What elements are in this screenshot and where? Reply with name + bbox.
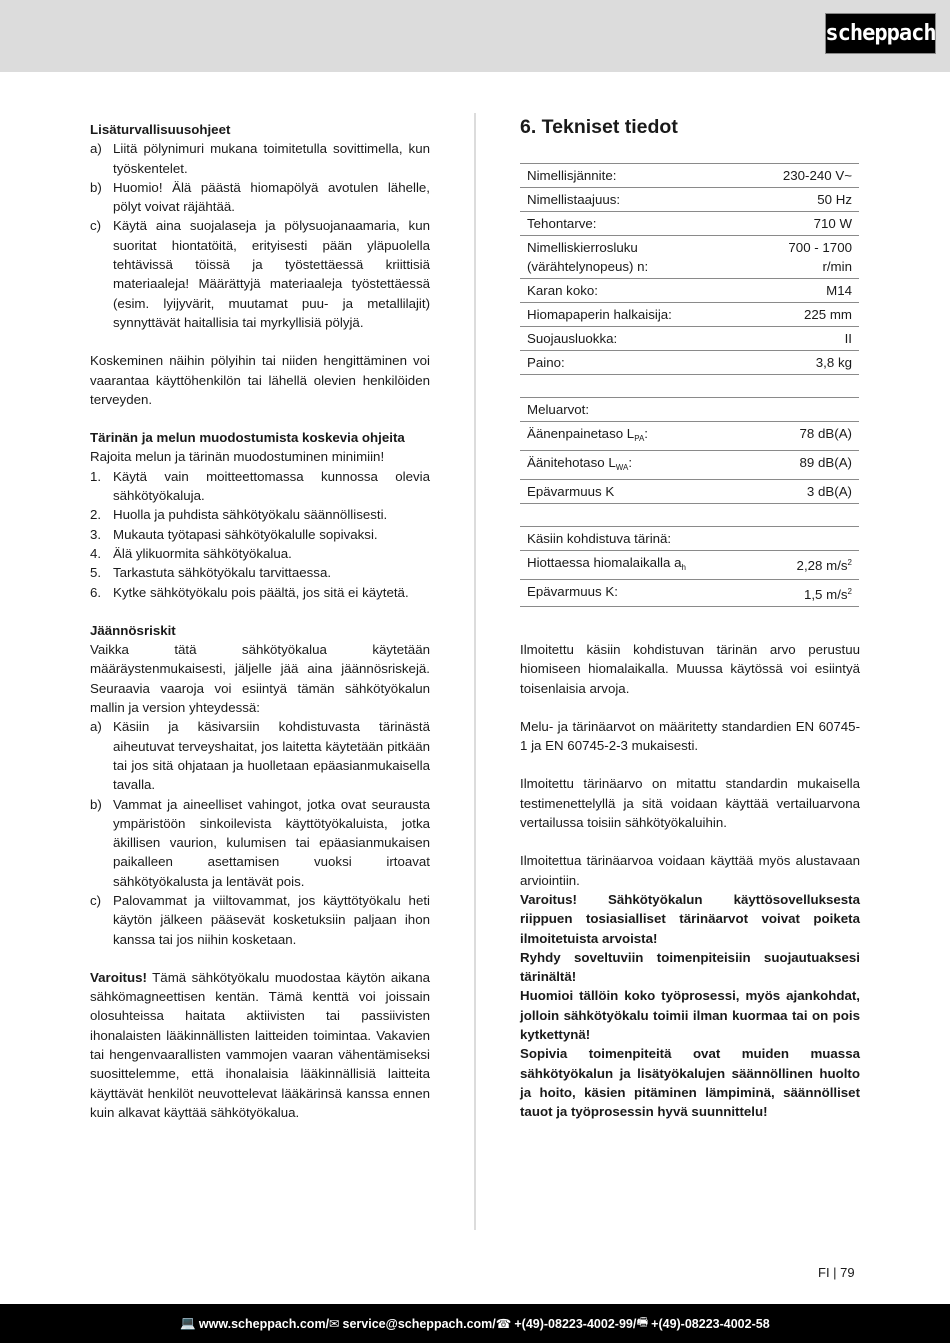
list-text: Huomio! Älä päästä hiomapölyä avotulen lähelle, pölyt voivat räjähtää. bbox=[113, 179, 430, 215]
list-text: Palovammat ja viiltovammat, jos käyttötyökalu heti käytön jälkeen pääsevät kosketuksiin paljaan ihon kanssa tai jos niihin kosketaan. bbox=[113, 892, 430, 947]
list-text: Tarkastuta sähkötyökalu tarvittaessa. bbox=[113, 565, 332, 581]
list-text: Vammat ja aineelliset vahingot, jotka ovat seurausta ympäristöön sinkoilevista käyttötyökaluista, jotka äkillisen vaurion, kulumisen tai epäasianmukaisen paikalleen asettamisen vuoksi irtoavat sähkötyökalusta ja lentävät pois. bbox=[113, 796, 430, 889]
spec-value: 700 - 1700 r/min bbox=[749, 236, 859, 279]
vibration-value: 1,5 $m/s^2$ bbox=[762, 580, 859, 607]
list-item bbox=[90, 891, 430, 949]
vibration-label: Hiottaessa hiomalaikalla $a_h$ bbox=[520, 551, 762, 580]
risk-list bbox=[90, 717, 430, 949]
list-marker: c) bbox=[90, 218, 102, 234]
table-row bbox=[520, 451, 859, 480]
spec-value: 50 Hz bbox=[749, 188, 859, 212]
list-item bbox=[90, 795, 430, 891]
vibration-warning-block bbox=[520, 890, 860, 1122]
noise-label: Äänitehotaso $L_{WA}$: bbox=[520, 451, 747, 480]
safety-list bbox=[90, 139, 430, 332]
website-link[interactable]: www.scheppach.com bbox=[198, 1316, 326, 1331]
vibration-label: Epävarmuus K: bbox=[520, 580, 762, 607]
list-marker: a) bbox=[90, 141, 102, 157]
spec-label: Karan koko: bbox=[520, 279, 749, 303]
table-row bbox=[520, 188, 859, 212]
warning-text: Tämä sähkötyökalu muodostaa käytön aikana sähkömagneettisen kentän. Tämä kenttä voi joissain olosuhteissa haitata aktiivisten tai passiivisten ihonalaisten lääkinnällisten laitteiden toimintaa. Vakavien tai hengenvaarallisten vammojen vaaran vähentämiseksi suosittelemme, että ihonalaisia lääkinnällisiä laitteita käyttävät henkilöt neuvottelevat lääkärinsä kanssa ennen kuin alkavat käyttää sähkötyökalua. bbox=[90, 969, 430, 1120]
scheppach-logo: scheppach bbox=[825, 13, 936, 54]
vibration-value: 2,28 $m/s^2$ bbox=[762, 551, 859, 580]
phone-number: +(49)-08223-4002-99 bbox=[514, 1316, 633, 1331]
spec-label: Suojausluokka: bbox=[520, 327, 749, 351]
section-heading: Tärinän ja melun muodostumista koskevia ohjeita bbox=[90, 430, 405, 446]
list-marker: 6. bbox=[90, 584, 102, 600]
spec-value: 710 W bbox=[749, 212, 859, 236]
list-item bbox=[90, 178, 430, 217]
spec-label: Nimelliskierrosluku (värähtelynopeus) n: bbox=[520, 236, 749, 279]
spec-value: 230-240 V~ bbox=[749, 164, 859, 188]
vibration-table bbox=[520, 526, 859, 607]
table-row bbox=[520, 236, 859, 279]
table-header-row bbox=[520, 527, 859, 551]
list-text: Mukauta työtapasi sähkötyökalulle sopivaksi. bbox=[113, 526, 378, 542]
list-marker: b) bbox=[90, 179, 102, 195]
spec-value: 3,8 kg bbox=[749, 351, 859, 375]
list-text: Käsiin ja käsivarsiin kohdistuvasta tärinästä aiheutuvat terveyshaitat, jos laitetta käytetään pitkään tai jos sitä ohjataan ja huolletaan epäasianmukaisella tavalla. bbox=[113, 719, 430, 793]
list-marker: a) bbox=[90, 719, 102, 735]
column-divider bbox=[474, 113, 476, 1230]
footer-bar: 💻 www.scheppach.com / ✉ service@scheppach.com / ☎ +(49)-08223-4002-99 / 🖷 +(49)-08223-4002-58 bbox=[0, 1304, 950, 1343]
left-column bbox=[90, 120, 430, 1122]
specs-table bbox=[520, 163, 859, 375]
paragraph: Koskeminen näihin pölyihin tai niiden hengittäminen voi vaarantaa käyttöhenkilön tai lähellä olevien henkilöiden terveyden. bbox=[90, 353, 430, 407]
warning-label: Varoitus! bbox=[90, 969, 147, 985]
noise-value: 89 dB(A) bbox=[747, 451, 859, 480]
spec-label: Nimellisjännite: bbox=[520, 164, 749, 188]
list-item bbox=[90, 717, 430, 794]
numbered-list bbox=[90, 467, 430, 602]
list-marker: c) bbox=[90, 892, 102, 908]
list-item bbox=[90, 563, 430, 582]
table-header-row bbox=[520, 398, 859, 422]
list-item bbox=[90, 467, 430, 506]
table-row bbox=[520, 480, 859, 504]
list-item bbox=[90, 505, 430, 524]
bold-paragraph: Sopivia toimenpiteitä ovat muiden muassa sähkötyökalun ja lisätyökalujen säännöllinen huolto ja hoito, käsien pitäminen lämpiminä, säännölliset tauot ja työprosessin hyvä suunnittelu! bbox=[520, 1046, 860, 1120]
paragraph: Ilmoitettu tärinäarvo on mitattu standardin mukaisella testimenettelyllä ja sitä voidaan käyttää vertailuarvona vertailussa toisiin sähkötyökaluihin. bbox=[520, 776, 860, 831]
computer-icon: 💻 bbox=[180, 1316, 196, 1330]
warning-paragraph bbox=[90, 968, 430, 1122]
noise-table bbox=[520, 397, 859, 504]
list-text: Käytä aina suojalaseja ja pölysuojanaamaria, kun suoritat hiontatöitä, erityisesti pään yläpuolella tehtävissä töissä ja työstettäessä kriittisiä materiaaleja! Määrättyjä materiaaleja työstettäessä (esim. lyijyvärit, muutamat puu- ja metallilajit) synnyttävät haitallisia tai myrkyllisiä pölyjä. bbox=[113, 218, 430, 330]
email-link[interactable]: service@scheppach.com bbox=[342, 1316, 493, 1331]
bold-paragraph: Ryhdy soveltuviin toimenpiteisiin suojautuaksesi tärinältä! bbox=[520, 949, 860, 985]
paragraph: Ilmoitettua tärinäarvoa voidaan käyttää myös alustavaan arviointiin. bbox=[520, 853, 860, 888]
list-marker: 3. bbox=[90, 526, 102, 542]
vibration-header: Käsiin kohdistuva tärinä: bbox=[520, 527, 859, 551]
list-item bbox=[90, 544, 430, 563]
bold-paragraph: Huomioi tällöin koko työprosessi, myös ajankohdat, jolloin sähkötyökalu toimii ilman kuormaa tai on pois kytkettynä! bbox=[520, 988, 860, 1043]
spec-value: 225 mm bbox=[749, 303, 859, 327]
table-row bbox=[520, 422, 859, 451]
list-marker: 2. bbox=[90, 507, 102, 523]
page-number: FI | 79 bbox=[818, 1265, 855, 1280]
list-marker: 4. bbox=[90, 545, 102, 561]
list-item bbox=[90, 583, 430, 602]
spec-value: II bbox=[749, 327, 859, 351]
noise-header: Meluarvot: bbox=[520, 398, 859, 422]
table-row bbox=[520, 327, 859, 351]
list-text: Käytä vain moitteettomassa kunnossa olevia sähkötyökaluja. bbox=[113, 468, 430, 504]
list-text: Kytke sähkötyökalu pois päältä, jos sitä ei käytetä. bbox=[113, 584, 409, 600]
table-row bbox=[520, 551, 859, 580]
list-item bbox=[90, 139, 430, 178]
right-column bbox=[520, 113, 860, 1122]
spec-value: M14 bbox=[749, 279, 859, 303]
table-row bbox=[520, 279, 859, 303]
spec-label: Nimellistaajuus: bbox=[520, 188, 749, 212]
table-row bbox=[520, 351, 859, 375]
header-bar bbox=[0, 0, 950, 72]
noise-value: 3 dB(A) bbox=[747, 480, 859, 504]
section-heading: Lisäturvallisuusohjeet bbox=[90, 122, 231, 137]
table-row bbox=[520, 212, 859, 236]
table-row bbox=[520, 580, 859, 607]
table-row bbox=[520, 303, 859, 327]
mail-icon: ✉ bbox=[329, 1317, 340, 1331]
fax-icon: 🖷 bbox=[636, 1315, 649, 1329]
list-item bbox=[90, 216, 430, 332]
noise-label: Äänenpainetaso $L_{PA}$: bbox=[520, 422, 747, 451]
paragraph: Melu- ja tärinäarvot on määritetty standardien EN 60745-1 ja EN 60745-2-3 mukaisesti. bbox=[520, 718, 860, 754]
list-marker: 1. bbox=[90, 468, 102, 484]
section-heading: Jäännösriskit bbox=[90, 622, 176, 638]
paragraph: Ilmoitettu käsiin kohdistuvan tärinän arvo perustuu hiomiseen hiomalaikalla. Muussa käytössä voi esiintyä toisenlaisia arvoja. bbox=[520, 642, 860, 696]
spec-label: Paino: bbox=[520, 351, 749, 375]
list-text: Älä ylikuormita sähkötyökalua. bbox=[113, 545, 292, 561]
paragraph: Rajoita melun ja tärinän muodostuminen minimiin! bbox=[90, 449, 385, 465]
fax-number: +(49)-08223-4002-58 bbox=[651, 1316, 770, 1331]
list-text: Liitä pölynimuri mukana toimitetulla sovittimella, kun työskentelet. bbox=[113, 141, 430, 176]
spec-label: Hiomapaperin halkaisija: bbox=[520, 303, 749, 327]
list-text: Huolla ja puhdista sähkötyökalu säännöllisesti. bbox=[113, 507, 388, 523]
paragraph: Vaikka tätä sähkötyökalua käytetään määräystenmukaisesti, jäljelle jää aina jäännösriskejä. Seuraavia vaaroja voi esiintyä tämän sähkötyökalun mallin ja version yhteydessä: bbox=[90, 642, 430, 716]
table-row bbox=[520, 164, 859, 188]
list-marker: b) bbox=[90, 796, 102, 812]
bold-paragraph: Varoitus! Sähkötyökalun käyttösovelluksesta riippuen tosiasialliset tärinäarvot voivat poiketa ilmoitetuista arvoista! bbox=[520, 891, 860, 946]
list-marker: 5. bbox=[90, 565, 102, 581]
noise-value: 78 dB(A) bbox=[747, 422, 859, 451]
list-item bbox=[90, 525, 430, 544]
phone-icon: ☎ bbox=[495, 1317, 512, 1331]
spec-label: Tehontarve: bbox=[520, 212, 749, 236]
section-title: 6. Tekniset tiedot bbox=[520, 116, 678, 138]
noise-label: Epävarmuus K bbox=[520, 480, 747, 504]
